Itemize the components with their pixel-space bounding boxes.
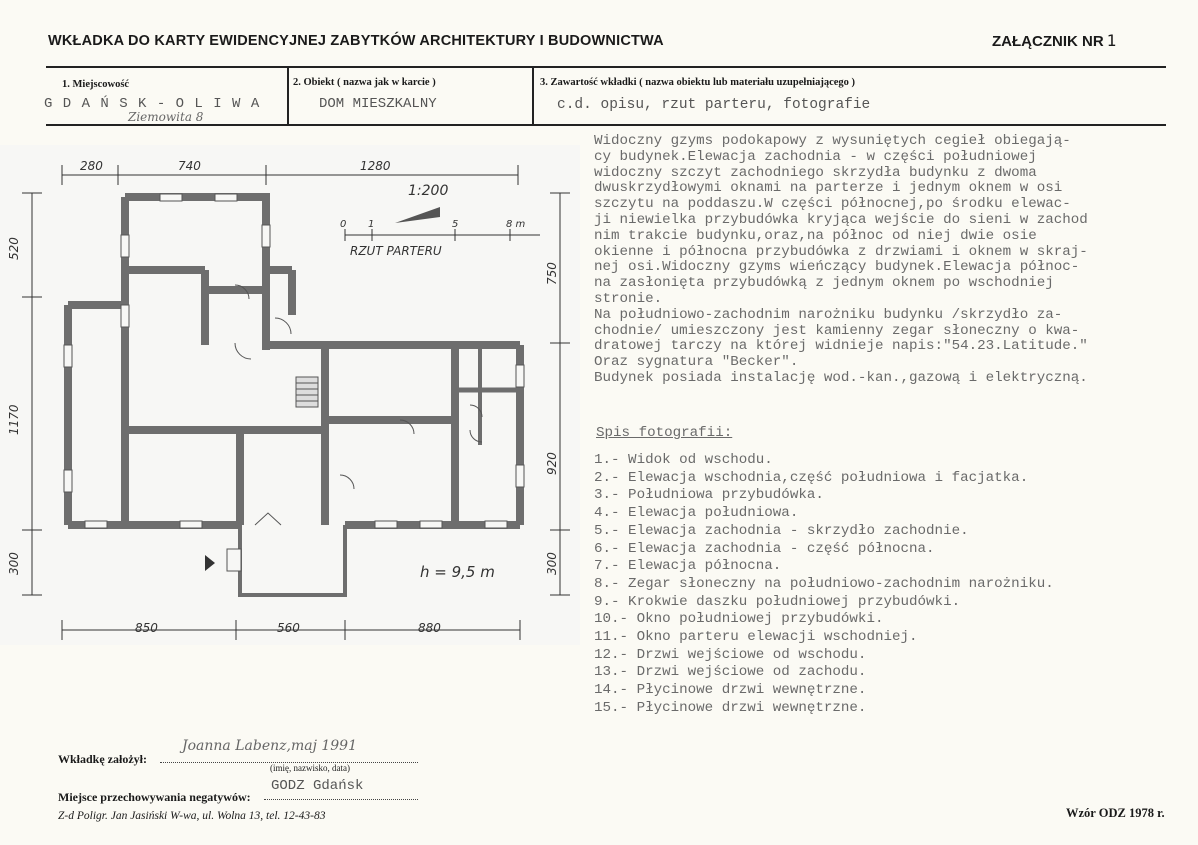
description-line: Budynek posiada instalację wod.-kan.,gazową i elektryczną. [594, 369, 1088, 386]
plan-label: RZUT PARTERU [350, 244, 442, 258]
scale-tick-5: 5 [452, 219, 459, 230]
list-item: 15.- Płycinowe drzwi wewnętrzne. [594, 699, 867, 716]
dim-left-2: 1170 [7, 404, 21, 435]
printer-info: Z-d Poligr. Jan Jasiński W-wa, ul. Wolna 13, tel. 12-43-83 [58, 810, 326, 822]
list-item: 8.- Zegar słoneczny na południowo-zachodnim narożniku. [594, 575, 1054, 592]
form-model: Wzór ODZ 1978 r. [1066, 806, 1165, 820]
table-top-rule [46, 66, 1166, 68]
table-bottom-rule [46, 124, 1166, 126]
floor-plan-drawing [0, 145, 580, 645]
scale-tick-8: 8 m [506, 219, 526, 230]
content-label: 3. Zawartość wkładki ( nazwa obiektu lub materiału uzupełniającego ) [540, 77, 856, 88]
dim-bottom-1: 850 [135, 621, 158, 635]
list-item: 5.- Elewacja zachodnia - skrzydło zachodnie. [594, 522, 969, 539]
description-line: dratowej tarczy na której widnieje napis:"54.23.Latitude." [594, 338, 1088, 355]
list-item: 10.- Okno południowej przybudówki. [594, 611, 884, 628]
attachment-number: 1 [1106, 31, 1117, 50]
photo-list [594, 452, 1054, 718]
description-line: chodnie/ umieszczony jest kamienny zegar słoneczny o kwa- [594, 322, 1080, 339]
attachment-label-text: ZAŁĄCZNIK NR [992, 33, 1104, 50]
table-divider-1 [287, 66, 289, 125]
description-line: Na południowo-zachodnim narożniku budynku /skrzydło za- [594, 306, 1063, 323]
location-handwritten-note: Ziemowita 8 [128, 110, 204, 124]
dim-right-2: 920 [545, 452, 559, 475]
content-value: c.d. opisu, rzut parteru, fotografie [557, 97, 871, 113]
description-line: szczytu na poddaszu.W części północnej,po środku elewac- [594, 196, 1071, 213]
dim-top-3: 1280 [360, 159, 391, 173]
floor-plan-photo [0, 145, 580, 645]
form-title: WKŁADKA DO KARTY EWIDENCYJNEJ ZABYTKÓW ARCHITEKTURY I BUDOWNICTWA [48, 33, 664, 49]
description-line: Oraz sygnatura "Becker". [594, 354, 799, 371]
dim-bottom-3: 880 [418, 621, 441, 635]
list-item: 2.- Elewacja wschodnia,część południowa i facjatka. [594, 469, 1029, 486]
description-line: na zasłonięta przybudówką z jednym oknem po wschodniej [594, 275, 1054, 292]
description-line: nej osi.Widoczny gzyms wieńczący budynek.Elewacja północ- [594, 259, 1080, 276]
list-item: 3.- Południowa przybudówka. [594, 487, 824, 504]
scale-tick-1: 1 [368, 219, 375, 230]
table-divider-2 [532, 66, 534, 125]
location-value: G D A Ń S K - O L I W A [44, 96, 261, 112]
list-item: 14.- Płycinowe drzwi wewnętrzne. [594, 682, 867, 699]
dim-top-2: 740 [178, 159, 201, 173]
negatives-label: Miejsce przechowywania negatywów: [58, 790, 251, 804]
list-item: 12.- Drzwi wejściowe od wschodu. [594, 646, 867, 663]
author-label: Wkładkę założył: [58, 752, 147, 766]
location-label: 1. Miejscowość [62, 79, 130, 90]
photo-list-heading: Spis fotografii: [596, 425, 733, 441]
dim-bottom-2: 560 [277, 621, 300, 635]
attachment-label [992, 31, 1116, 50]
description-line: stronie. [594, 290, 663, 307]
description-line: ji niewielka przybudówka kryjąca wejście do sieni w zachod [594, 211, 1088, 228]
dim-left-1: 520 [7, 237, 21, 260]
list-item: 6.- Elewacja zachodnia - część północna. [594, 540, 935, 557]
description-line: cy budynek.Elewacja zachodnia - w części południowej [594, 148, 1037, 165]
dim-top-1: 280 [80, 159, 103, 173]
negatives-value: GODZ Gdańsk [271, 778, 364, 794]
author-value: Joanna Labenz,maj 1991 [182, 738, 357, 754]
description-text [594, 134, 1194, 387]
description-line: Widoczny gzyms podokapowy z wysuniętych cegieł obiegają- [594, 133, 1071, 149]
dim-right-1: 750 [545, 262, 559, 285]
object-value: DOM MIESZKALNY [319, 96, 437, 112]
description-line: okienne i północna przybudówka z drzwiami i oknem w skraj- [594, 243, 1088, 260]
author-hint: (imię, nazwisko, data) [270, 763, 350, 773]
scale-label: 1:200 [408, 183, 449, 199]
list-item: 9.- Krokwie daszku południowej przybudówki. [594, 593, 961, 610]
object-label: 2. Obiekt ( nazwa jak w karcie ) [293, 77, 436, 88]
list-item: 1.- Widok od wschodu. [594, 452, 773, 468]
list-item: 13.- Drzwi wejściowe od zachodu. [594, 664, 867, 681]
list-item: 11.- Okno parteru elewacji wschodniej. [594, 629, 918, 646]
scale-tick-0: 0 [340, 219, 347, 230]
description-line: widoczny szczyt zachodniego skrzydła budynku z dwoma [594, 164, 1037, 181]
description-line: nim trakcie budynku,oraz,na północ od niej dwie osie [594, 227, 1037, 244]
list-item: 4.- Elewacja południowa. [594, 505, 799, 522]
height-note: h = 9,5 m [420, 563, 495, 581]
description-line: dwuskrzydłowymi oknami na parterze i jednym oknem w osi [594, 180, 1063, 197]
list-item: 7.- Elewacja północna. [594, 558, 782, 575]
dim-left-3: 300 [7, 552, 21, 575]
dim-right-3: 300 [545, 552, 559, 575]
